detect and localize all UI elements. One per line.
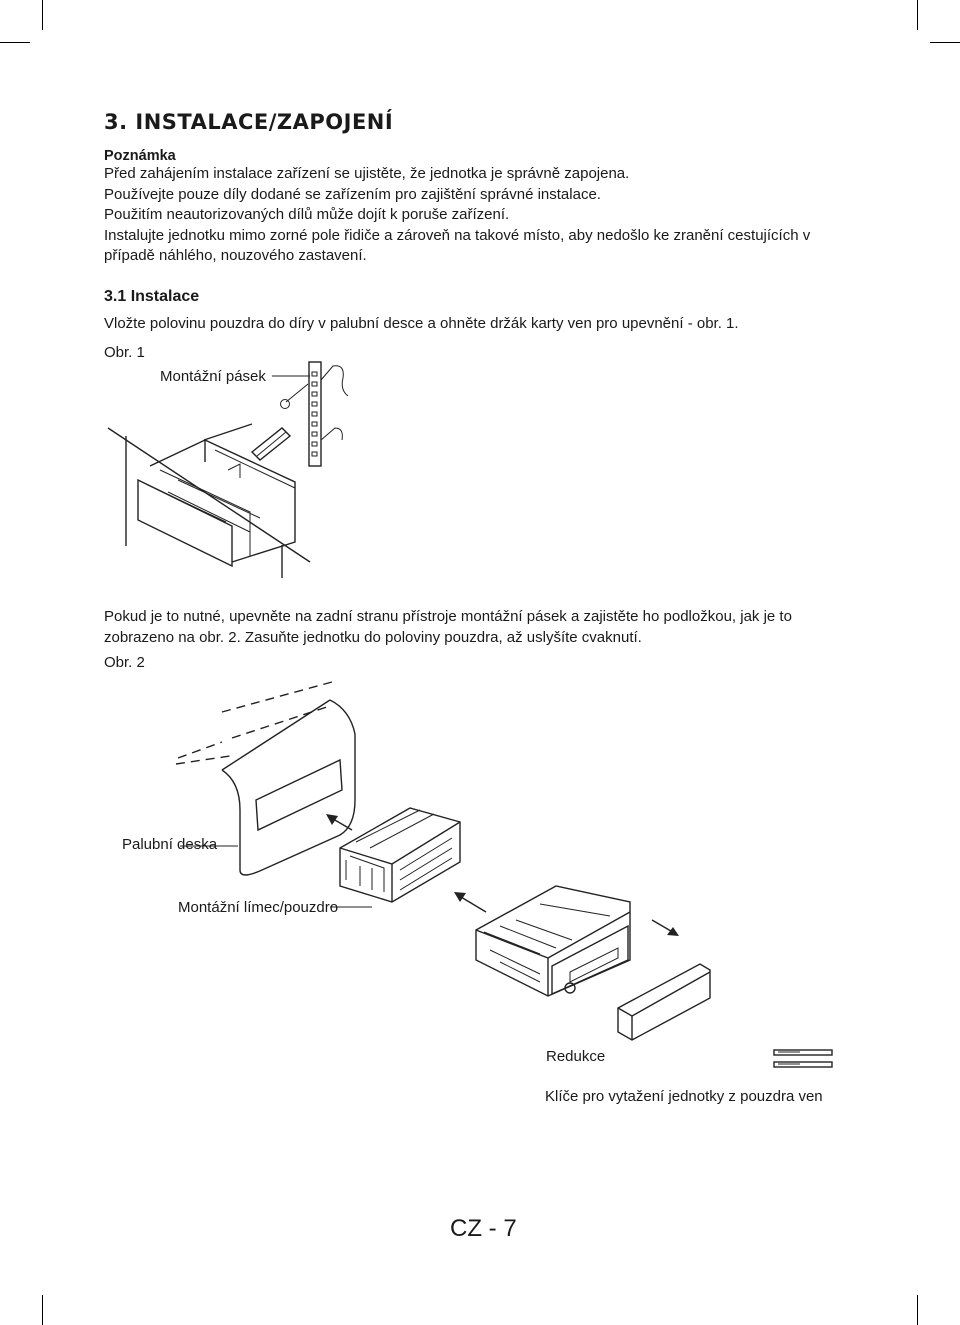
dashboard-label: Palubní deska <box>122 836 218 853</box>
mounting-strap-label: Montážní pásek <box>160 368 266 385</box>
page-number: CZ - 7 <box>450 1215 517 1242</box>
section-heading: 3. INSTALACE/ZAPOJENÍ <box>104 110 394 134</box>
release-keys-label: Klíče pro vytažení jednotky z pouzdra ven <box>545 1088 823 1105</box>
subsection-heading: 3.1 Instalace <box>104 288 200 305</box>
sleeve-label: Montážní límec/pouzdro <box>178 899 339 916</box>
trim-ring <box>618 964 710 1040</box>
head-unit <box>476 886 630 996</box>
note-line: Před zahájením instalace zařízení se ujistěte, že jednotka je správně zapojena. <box>104 165 630 182</box>
note-line: Instalujte jednotku mimo zorné pole řidiče a zároveň na takové místo, aby nedošlo ke zranění cestujících v případě náhlého, nouzového zastavení. <box>104 226 811 264</box>
note-line: Použitím neautorizovaných dílů může dojít k poruše zařízení. <box>104 206 510 223</box>
paragraph-2: Pokud je to nutné, upevněte na zadní stranu přístroje montážní pásek a zajistěte ho podložkou, jak je to zobrazeno na obr. 2. Zasuňte jednotku do poloviny pouzdra, až uslyšíte cvaknutí. <box>104 608 792 646</box>
note-line: Používejte pouze díly dodané se zařízením pro zajištění správné instalace. <box>104 185 601 203</box>
figure-2-caption: Obr. 2 <box>104 654 145 671</box>
figure-1-caption: Obr. 1 <box>104 344 145 361</box>
release-keys <box>774 1050 832 1067</box>
note-title: Poznámka <box>104 148 176 164</box>
instruction-text: Vložte polovinu pouzdra do díry v palubní desce a ohněte držák karty ven pro upevnění - obr. 1. <box>104 315 739 332</box>
mounting-sleeve <box>340 808 460 902</box>
trim-ring-label: Redukce <box>546 1048 606 1065</box>
